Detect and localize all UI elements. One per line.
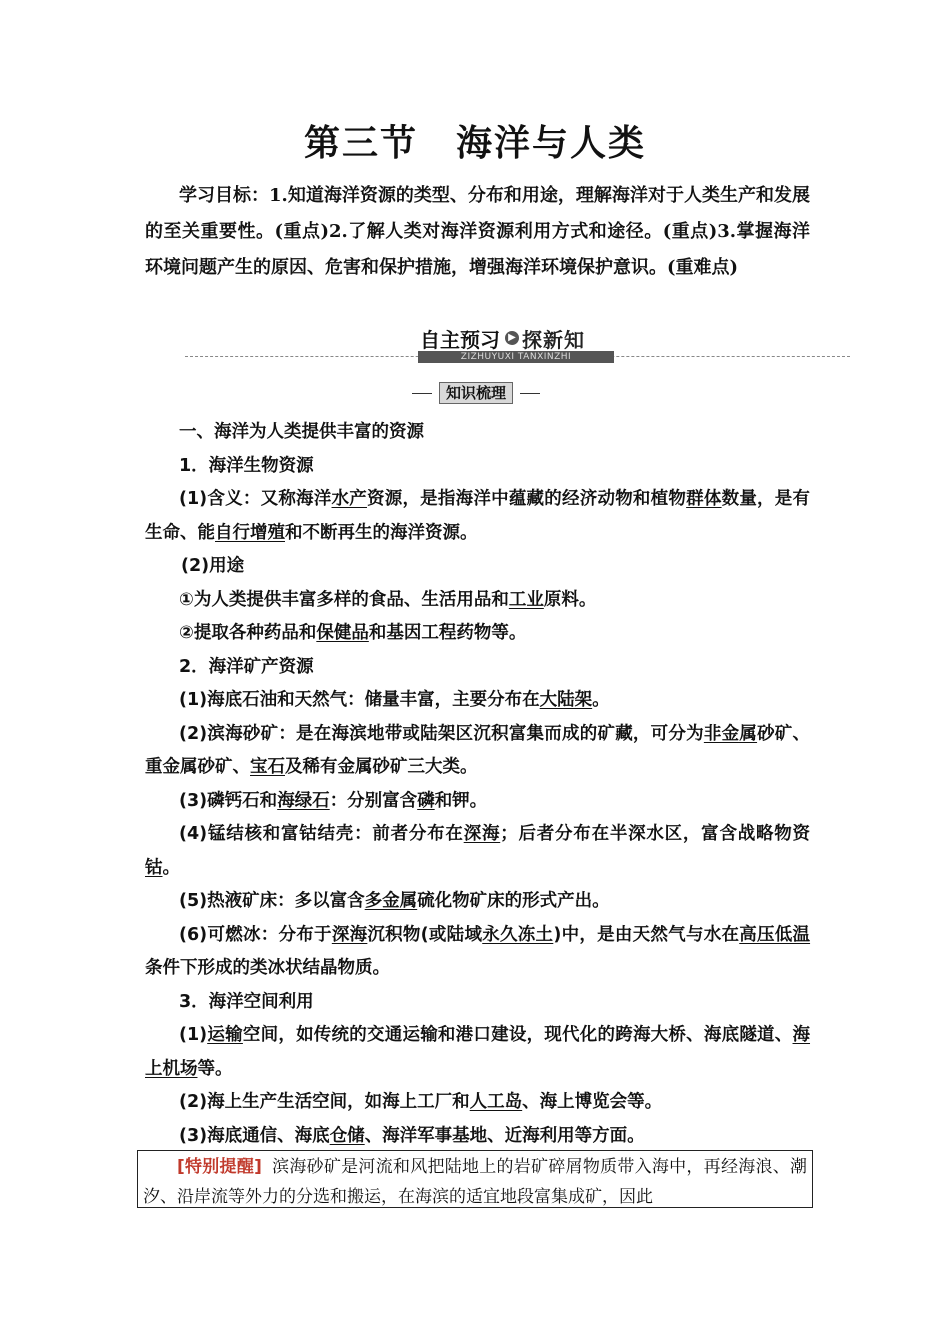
paragraph-placer: (2)滨海砂矿：是在海滨地带或陆架区沉积富集而成的矿藏，可分为非金属砂矿、重金属砂矿、宝石及稀有金属砂矿三大类。 — [145, 723, 811, 777]
page-title: 第三节 海洋与人类 — [303, 123, 646, 164]
banner-main-right: 探新知 — [522, 327, 585, 352]
learning-objectives — [145, 178, 810, 286]
section-banner — [418, 325, 614, 363]
paragraph-production: (2)海上生产生活空间，如海上工厂和人工岛、海上博览会等。 — [179, 1092, 663, 1112]
objectives-label: 学习目标： — [179, 185, 270, 206]
main-content — [145, 416, 810, 1153]
paragraph-uses: (2)用途 — [181, 556, 245, 576]
paragraph-phosphorite: (3)磷钙石和海绿石：分别富含磷和钾。 — [179, 790, 488, 811]
paragraph-definition: (1)含义：又称海洋水产资源，是指海洋中蕴藏的经济动物和植物群体数量，是有生命、能自行增殖和不断再生的海洋资源。 — [145, 489, 811, 543]
paragraph-hydrothermal: (5)热液矿床：多以富含多金属硫化物矿床的形式产出。 — [179, 891, 610, 911]
subheading-bio: 1．海洋生物资源 — [179, 455, 314, 476]
paragraph-transport: (1)运输空间，如传统的交通运输和港口建设，现代化的跨海大桥、海底隧道、海上机场等。 — [145, 1025, 811, 1079]
tip-text: 滨海砂矿是河流和风把陆地上的岩矿碎屑物质带入海中，再经海浪、潮汐、沿岸流等外力的分选和搬运，在海滨的适宜地段富集成矿，因此 — [143, 1157, 807, 1207]
paragraph-seabed: (3)海底通信、海底仓储、海洋军事基地、近海利用等方面。 — [179, 1125, 645, 1146]
paragraph-hydrate: (6)可燃冰：分布于深海沉积物(或陆域永久冻土)中，是由天然气与水在高压低温条件下形成的类冰状结晶物质。 — [145, 924, 811, 978]
tip-label: [特别提醒] — [177, 1157, 262, 1177]
paragraph-oil-gas: (1)海底石油和天然气：储量丰富，主要分布在大陆架。 — [179, 690, 610, 710]
banner-main-left: 自主预习 — [420, 327, 500, 352]
subheading-space: 3．海洋空间利用 — [179, 991, 314, 1012]
banner-subtitle: ZIZHUYUXI TANXINZHI — [418, 351, 614, 363]
arrow-right-icon: ▶ — [505, 331, 519, 345]
special-tip-box — [137, 1150, 813, 1208]
knowledge-tag-label: 知识梳理 — [439, 382, 513, 404]
paragraph-nodules: (4)锰结核和富钴结壳：前者分布在深海；后者分布在半深水区，富含战略物资钴。 — [145, 824, 811, 878]
subheading-mineral: 2．海洋矿产资源 — [179, 656, 314, 677]
paragraph-use-1: ①为人类提供丰富多样的食品、生活用品和工业原料。 — [179, 589, 597, 610]
objectives-text: 1.知道海洋资源的类型、分布和用途，理解海洋对于人类生产和发展的至关重要性。(重点)2.了解人类对海洋资源利用方式和途径。(重点)3.掌握海洋环境问题产生的原因、危害和保护措施，增强海洋环境保护意识。(重难点) — [145, 185, 810, 278]
knowledge-tag — [412, 382, 540, 404]
paragraph-use-2: ②提取各种药品和保健品和基因工程药物等。 — [179, 623, 527, 643]
heading-1: 一、海洋为人类提供丰富的资源 — [179, 422, 424, 442]
